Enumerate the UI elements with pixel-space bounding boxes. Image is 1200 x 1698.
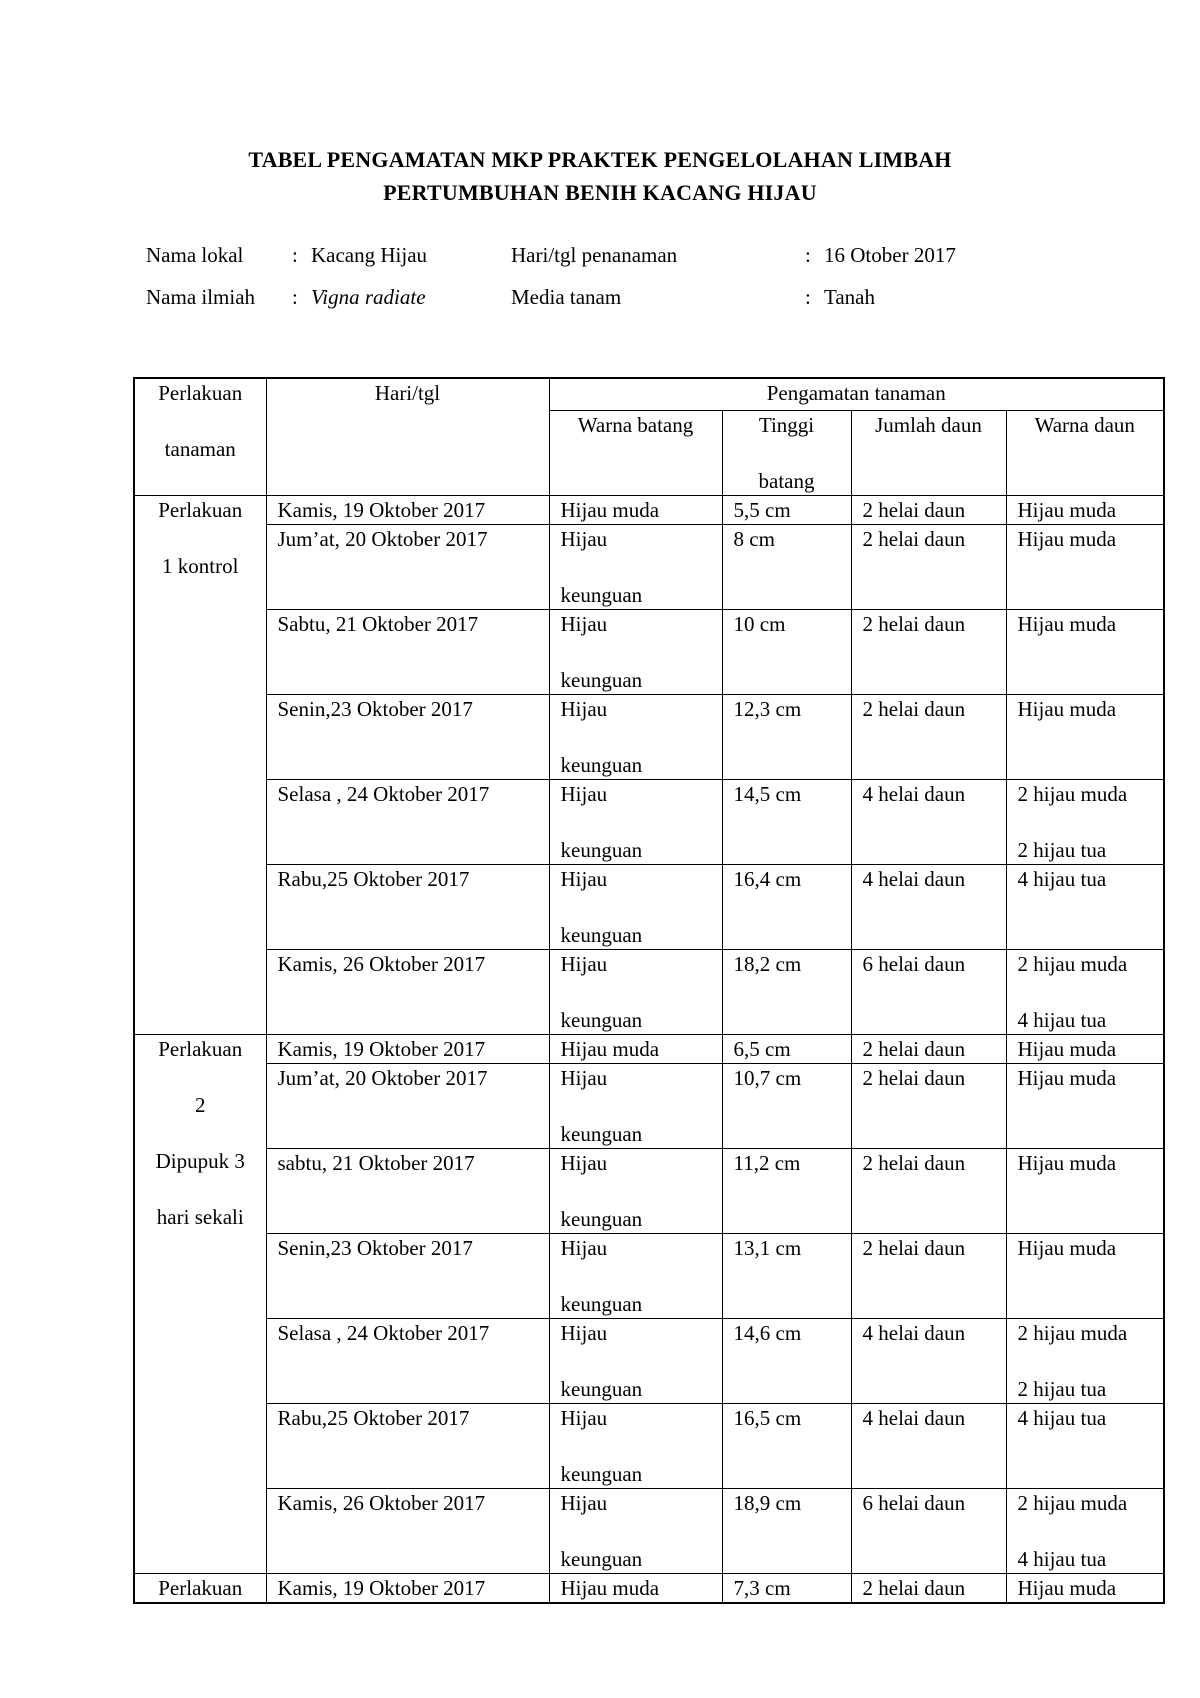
jumlah-daun-cell: 2 helai daun <box>851 1233 1006 1318</box>
warna-batang-cell: Hijau keunguan <box>549 1488 722 1573</box>
doc-title-line1: TABEL PENGAMATAN MKP PRAKTEK PENGELOLAHAN LIMBAH <box>248 147 952 172</box>
media-tanam-value: Tanah <box>824 285 876 309</box>
table-row <box>134 1318 1164 1403</box>
jumlah-daun-cell: 2 helai daun <box>851 495 1006 524</box>
warna-daun-cell: Hijau muda <box>1006 1063 1164 1148</box>
table-row <box>134 864 1164 949</box>
warna-daun-cell: Hijau muda <box>1006 495 1164 524</box>
date-cell: Kamis, 19 Oktober 2017 <box>266 495 549 524</box>
doc-title-line2: PERTUMBUHAN BENIH KACANG HIJAU <box>383 180 817 205</box>
jumlah-daun-cell: 2 helai daun <box>851 1034 1006 1063</box>
table-row <box>134 1488 1164 1573</box>
date-cell: Rabu,25 Oktober 2017 <box>266 864 549 949</box>
header-tinggi-batang: Tinggi batang <box>722 410 851 495</box>
warna-daun-cell: Hijau muda <box>1006 1573 1164 1603</box>
nama-lokal-value: Kacang Hijau <box>311 243 428 267</box>
table-row <box>134 1034 1164 1063</box>
warna-daun-cell: Hijau muda <box>1006 694 1164 779</box>
tinggi-cell: 13,1 cm <box>722 1233 851 1318</box>
tinggi-cell: 16,4 cm <box>722 864 851 949</box>
hari-penanaman-sep: : <box>805 243 811 267</box>
jumlah-daun-cell: 2 helai daun <box>851 1063 1006 1148</box>
jumlah-daun-cell: 2 helai daun <box>851 524 1006 609</box>
tinggi-cell: 5,5 cm <box>722 495 851 524</box>
tinggi-cell: 14,6 cm <box>722 1318 851 1403</box>
warna-daun-cell: Hijau muda <box>1006 1148 1164 1233</box>
date-cell: Kamis, 26 Oktober 2017 <box>266 1488 549 1573</box>
warna-batang-cell: Hijau muda <box>549 495 722 524</box>
observation-table <box>133 377 1165 1604</box>
header-perlakuan: Perlakuan tanaman <box>134 378 266 495</box>
warna-daun-cell: Hijau muda <box>1006 1233 1164 1318</box>
table-row <box>134 949 1164 1034</box>
table-row <box>134 779 1164 864</box>
header-warna-batang: Warna batang <box>549 410 722 495</box>
header-hari-tgl: Hari/tgl <box>266 378 549 495</box>
warna-batang-cell: Hijau keunguan <box>549 1403 722 1488</box>
warna-daun-cell: Hijau muda <box>1006 609 1164 694</box>
date-cell: Kamis, 19 Oktober 2017 <box>266 1573 549 1603</box>
table-row <box>134 1573 1164 1603</box>
header-pengamatan: Pengamatan tanaman <box>549 378 1164 410</box>
tinggi-cell: 10 cm <box>722 609 851 694</box>
date-cell: Kamis, 19 Oktober 2017 <box>266 1034 549 1063</box>
tinggi-cell: 14,5 cm <box>722 779 851 864</box>
warna-batang-cell: Hijau keunguan <box>549 694 722 779</box>
perlakuan-cell: Perlakuan 2 Dipupuk 3 hari sekali <box>134 1034 266 1573</box>
hari-penanaman-label: Hari/tgl penanaman <box>511 243 678 267</box>
warna-batang-cell: Hijau keunguan <box>549 1318 722 1403</box>
warna-batang-cell: Hijau keunguan <box>549 949 722 1034</box>
table-row <box>134 524 1164 609</box>
header-jumlah-daun: Jumlah daun <box>851 410 1006 495</box>
table-row <box>134 1148 1164 1233</box>
warna-daun-cell: 2 hijau muda 2 hijau tua <box>1006 779 1164 864</box>
tinggi-cell: 18,9 cm <box>722 1488 851 1573</box>
jumlah-daun-cell: 6 helai daun <box>851 949 1006 1034</box>
tinggi-cell: 16,5 cm <box>722 1403 851 1488</box>
perlakuan-cell: Perlakuan 1 kontrol <box>134 495 266 1034</box>
date-cell: Rabu,25 Oktober 2017 <box>266 1403 549 1488</box>
warna-daun-cell: 4 hijau tua <box>1006 864 1164 949</box>
date-cell: Sabtu, 21 Oktober 2017 <box>266 609 549 694</box>
warna-daun-cell: Hijau muda <box>1006 1034 1164 1063</box>
nama-lokal-sep: : <box>292 243 298 267</box>
warna-batang-cell: Hijau keunguan <box>549 864 722 949</box>
warna-daun-cell: 4 hijau tua <box>1006 1403 1164 1488</box>
tinggi-cell: 7,3 cm <box>722 1573 851 1603</box>
warna-batang-cell: Hijau keunguan <box>549 609 722 694</box>
table-row <box>134 1403 1164 1488</box>
warna-daun-cell: Hijau muda <box>1006 524 1164 609</box>
tinggi-cell: 11,2 cm <box>722 1148 851 1233</box>
table-row <box>134 609 1164 694</box>
nama-lokal-label: Nama lokal <box>146 243 244 267</box>
jumlah-daun-cell: 2 helai daun <box>851 1573 1006 1603</box>
warna-daun-cell: 2 hijau muda 2 hijau tua <box>1006 1318 1164 1403</box>
tinggi-cell: 8 cm <box>722 524 851 609</box>
warna-batang-cell: Hijau keunguan <box>549 1148 722 1233</box>
tinggi-cell: 10,7 cm <box>722 1063 851 1148</box>
table-row <box>134 495 1164 524</box>
jumlah-daun-cell: 2 helai daun <box>851 1148 1006 1233</box>
date-cell: sabtu, 21 Oktober 2017 <box>266 1148 549 1233</box>
nama-ilmiah-sep: : <box>292 285 298 309</box>
jumlah-daun-cell: 4 helai daun <box>851 864 1006 949</box>
warna-batang-cell: Hijau muda <box>549 1034 722 1063</box>
media-tanam-label: Media tanam <box>511 285 622 309</box>
warna-batang-cell: Hijau keunguan <box>549 1233 722 1318</box>
hari-penanaman-value: 16 Otober 2017 <box>824 243 956 267</box>
date-cell: Selasa , 24 Oktober 2017 <box>266 1318 549 1403</box>
date-cell: Selasa , 24 Oktober 2017 <box>266 779 549 864</box>
warna-batang-cell: Hijau muda <box>549 1573 722 1603</box>
date-cell: Jum’at, 20 Oktober 2017 <box>266 1063 549 1148</box>
warna-batang-cell: Hijau keunguan <box>549 779 722 864</box>
jumlah-daun-cell: 2 helai daun <box>851 609 1006 694</box>
table-row <box>134 1063 1164 1148</box>
warna-daun-cell: 2 hijau muda 4 hijau tua <box>1006 949 1164 1034</box>
warna-daun-cell: 2 hijau muda 4 hijau tua <box>1006 1488 1164 1573</box>
warna-batang-cell: Hijau keunguan <box>549 524 722 609</box>
date-cell: Senin,23 Oktober 2017 <box>266 694 549 779</box>
media-tanam-sep: : <box>805 285 811 309</box>
jumlah-daun-cell: 4 helai daun <box>851 779 1006 864</box>
jumlah-daun-cell: 4 helai daun <box>851 1403 1006 1488</box>
table-row <box>134 694 1164 779</box>
jumlah-daun-cell: 2 helai daun <box>851 694 1006 779</box>
nama-ilmiah-label: Nama ilmiah <box>146 285 256 309</box>
header-warna-daun: Warna daun <box>1006 410 1164 495</box>
jumlah-daun-cell: 6 helai daun <box>851 1488 1006 1573</box>
date-cell: Kamis, 26 Oktober 2017 <box>266 949 549 1034</box>
warna-batang-cell: Hijau keunguan <box>549 1063 722 1148</box>
tinggi-cell: 12,3 cm <box>722 694 851 779</box>
table-row <box>134 1233 1164 1318</box>
date-cell: Senin,23 Oktober 2017 <box>266 1233 549 1318</box>
date-cell: Jum’at, 20 Oktober 2017 <box>266 524 549 609</box>
nama-ilmiah-value: Vigna radiate <box>311 285 426 309</box>
jumlah-daun-cell: 4 helai daun <box>851 1318 1006 1403</box>
tinggi-cell: 18,2 cm <box>722 949 851 1034</box>
table-body <box>134 495 1164 1603</box>
perlakuan-cell: Perlakuan <box>134 1573 266 1603</box>
tinggi-cell: 6,5 cm <box>722 1034 851 1063</box>
